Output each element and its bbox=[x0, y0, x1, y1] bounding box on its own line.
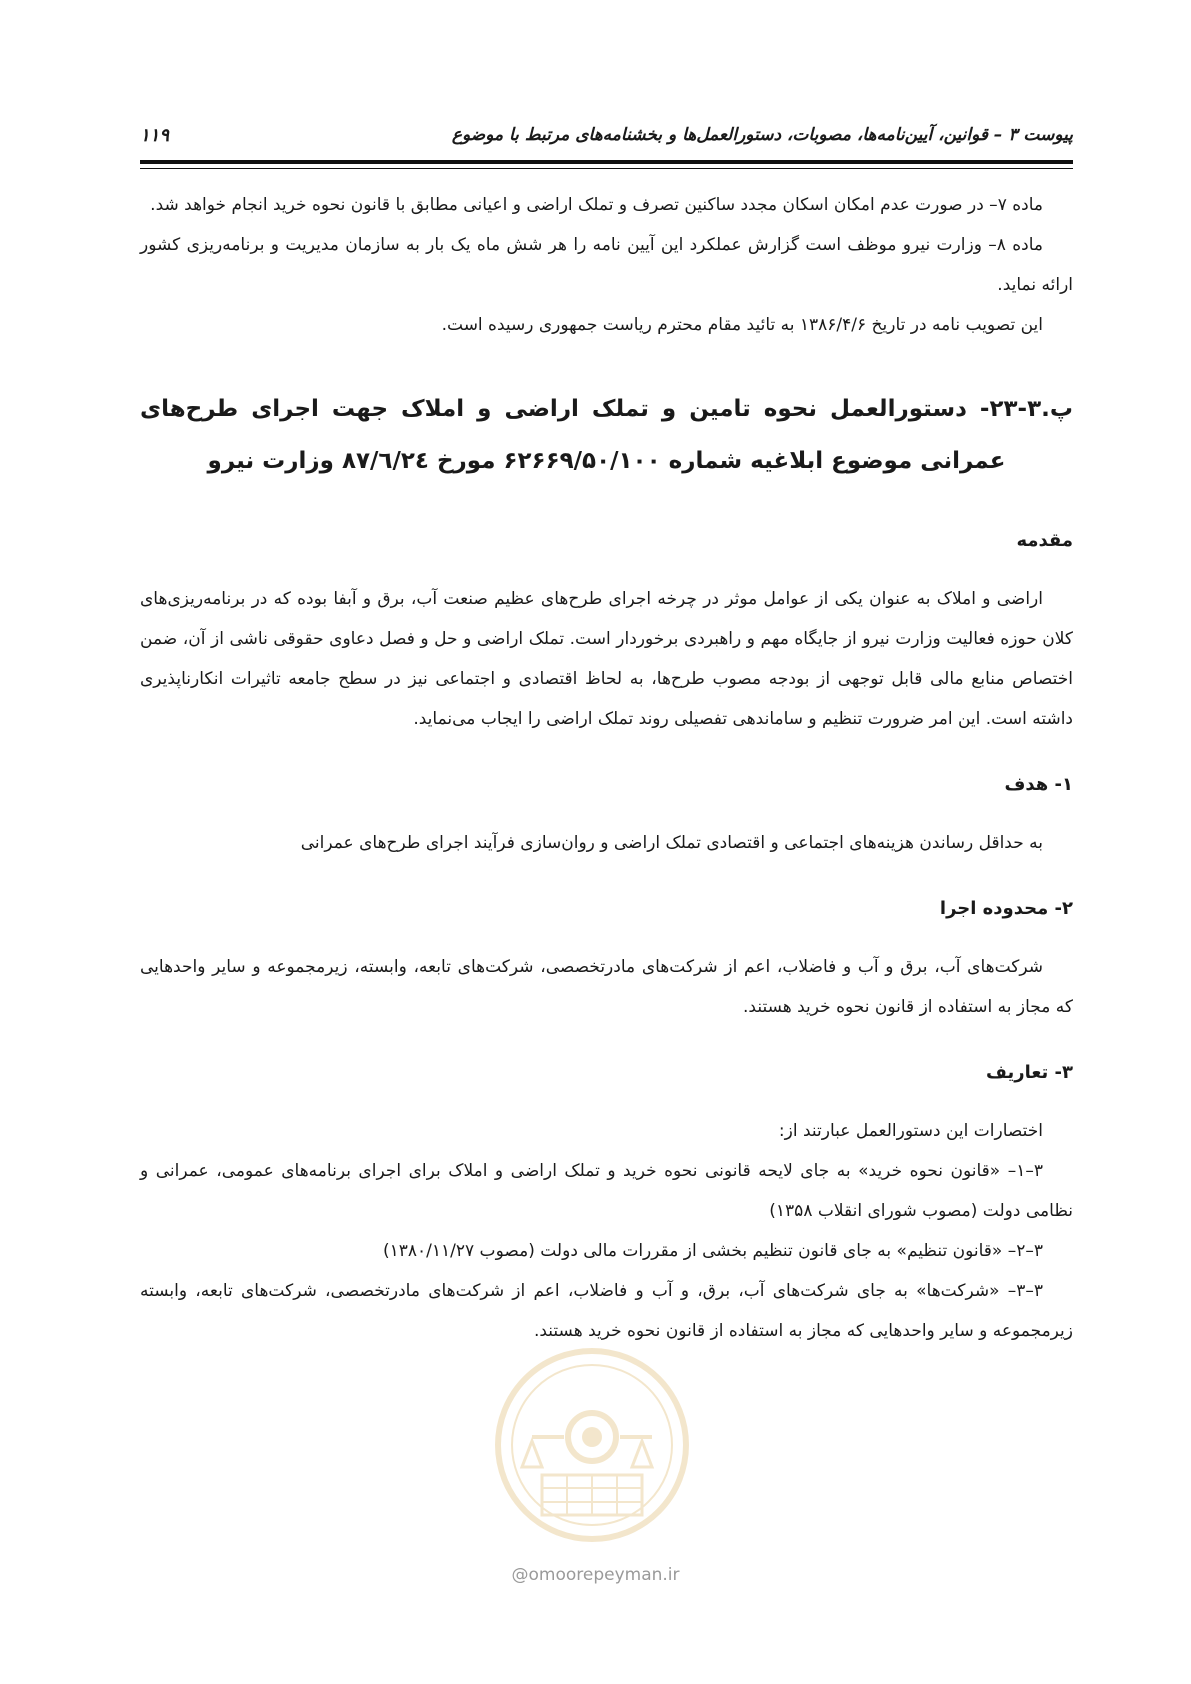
definitions-heading: ۳- تعاریف bbox=[986, 1062, 1073, 1083]
article-8: ماده ۸– وزارت نیرو موظف است گزارش عملکرد این آیین نامه را هر شش ماه یک بار به سازمان مدیریت و برنامه‌ریزی کشور ارائه نماید. bbox=[140, 235, 1073, 295]
goal-text: به حداقل رساندن هزینه‌های اجتماعی و اقتصادی تملک اراضی و روان‌سازی فرآیند اجرای طرح‌های عمرانی bbox=[300, 833, 1043, 853]
header-rule-thick bbox=[140, 160, 1073, 164]
section-title: پ.۳-۲۳- دستورالعمل نحوه تامین و تملک اراضی و املاک جهت اجرای طرح‌های عمرانی موضوع ابلاغیه شماره ۶۲۶۶۹/۵۰/۱۰۰ مورخ ۸۷/٦/٢٤ وزارت نیرو bbox=[140, 396, 1073, 474]
approval-note: این تصویب نامه در تاریخ ۱۳۸۶/۴/۶ به تائید مقام محترم ریاست جمهوری رسیده است. bbox=[441, 315, 1043, 335]
running-title: پیوست ۳ – قوانین، آیین‌نامه‌ها، مصوبات، دستورالعمل‌ها و بخشنامه‌های مرتبط با موضوع bbox=[451, 125, 1073, 145]
scope-heading: ۲- محدوده اجرا bbox=[939, 898, 1073, 919]
page-header bbox=[140, 120, 1073, 150]
definition-item: ۳–۲– «قانون تنظیم» به جای قانون تنظیم بخشی از مقررات مالی دولت (مصوب ۱۳۸۰/۱۱/۲۷) bbox=[383, 1241, 1043, 1261]
header-rule-thin bbox=[140, 168, 1073, 169]
definition-item: ۳–۳– «شرکت‌ها» به جای شرکت‌های آب، برق، و آب و فاضلاب، اعم از شرکت‌های مادرتخصصی، شرکت‌های تابعه، وابسته زیرمجموعه و سایر واحدهایی که مجاز به استفاده از قانون نحوه خرید هستند. bbox=[140, 1281, 1073, 1341]
page-content bbox=[140, 185, 1073, 1351]
scales-of-justice-seal-icon bbox=[492, 1345, 692, 1545]
scope-text: شرکت‌های آب، برق و آب و فاضلاب، اعم از شرکت‌های مادرتخصصی، شرکت‌های تابعه، وابسته، زیرمجموعه و سایر واحدهایی که مجاز به استفاده از قانون نحوه خرید هستند. bbox=[140, 957, 1073, 1017]
watermark-url: @omoorepeyman.ir bbox=[511, 1565, 680, 1585]
definition-item: ۳–۱– «قانون نحوه خرید» به جای لایحه قانونی نحوه خرید و تملک اراضی و املاک برای اجرای برنامه‌های عمومی، عمرانی و نظامی دولت (مصوب شورای انقلاب ۱۳۵۸) bbox=[140, 1161, 1073, 1221]
definitions-intro: اختصارات این دستورالعمل عبارتند از: bbox=[778, 1121, 1043, 1141]
intro-heading: مقدمه bbox=[1016, 530, 1073, 551]
intro-text: اراضی و املاک به عنوان یکی از عوامل موثر در چرخه اجرای طرح‌های عظیم صنعت آب، برق و آبفا بوده که در برنامه‌ریزی‌های کلان حوزه فعالیت وزارت نیرو از جایگاه مهم و راهبردی برخوردار است. تملک اراضی و حل و فصل دعاوی حقوقی ناشی از آن، ضمن اختصاص منابع مالی قابل توجهی از بودجه مصوب طرح‌ها، به لحاظ اقتصادی و اجتماعی نیز در سطح جامعه تاثیرات انکارناپذیری داشته است. این امر ضرورت تنظیم و ساماندهی تفصیلی روند تملک اراضی را ایجاب می‌نماید. bbox=[140, 589, 1073, 729]
article-7: ماده ۷– در صورت عدم امکان اسکان مجدد ساکنین تصرف و تملک اراضی و اعیانی مطابق با قانون نحوه خرید انجام خواهد شد. bbox=[150, 195, 1043, 215]
page-number: ۱۱۹ bbox=[140, 124, 170, 146]
goal-heading: ۱- هدف bbox=[1004, 774, 1073, 795]
